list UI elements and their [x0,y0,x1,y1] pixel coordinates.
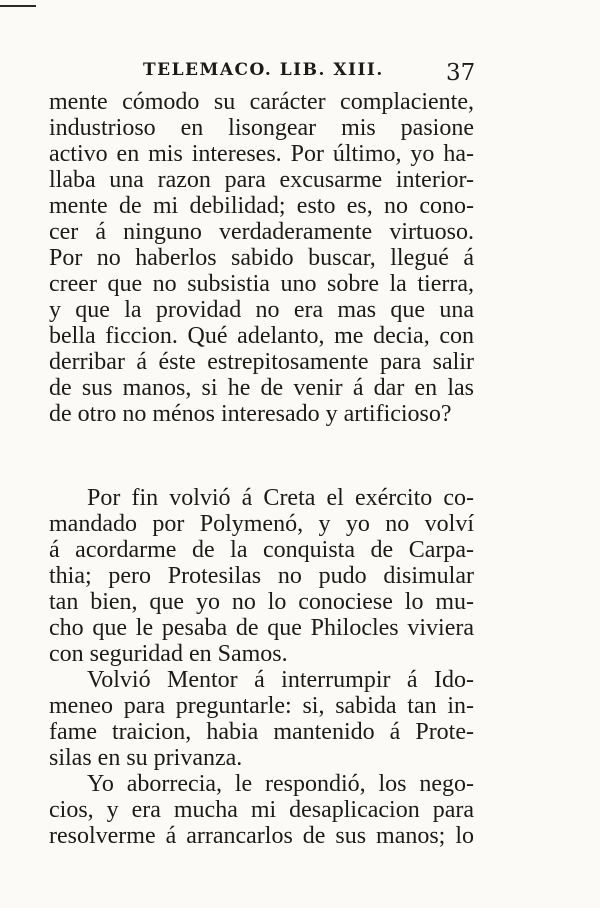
text-line: de otro no ménos interesado y artificioso? [49,401,452,427]
text-line: de sus manos, si he de venir á dar en las [49,375,474,401]
paragraph-2 [49,485,474,849]
paragraph-1 [49,89,474,427]
text-line: Por fin volvió á Creta el exército co- [87,485,474,511]
running-title: TELEMACO. LIB. XIII. [143,60,384,80]
text-line: cios, y era mucha mi desaplicacion para [49,797,474,823]
text-line: y que la providad no era mas que una [49,297,474,323]
text-line: mente de mi debilidad; esto es, no cono- [49,193,474,219]
text-line: á acordarme de la conquista de Carpa- [49,537,474,563]
corner-rule [0,5,36,7]
text-line: fame traicion, habia mantenido á Prote- [49,719,474,745]
text-line: tan bien, que yo no lo conociese lo mu- [49,589,474,615]
text-line: silas en su privanza. [49,745,243,771]
text-line: cho que le pesaba de que Philocles viviera [49,615,474,641]
text-line: llaba una razon para excusarme interior- [49,167,474,193]
text-line: resolverme á arrancarlos de sus manos; lo [49,823,474,849]
text-line: Por no haberlos sabido buscar, llegué á [49,245,474,271]
text-line: mandado por Polymenó, y yo no volví [49,511,474,537]
text-line: cer á ninguno verdaderamente virtuoso. [49,219,474,245]
text-line: con seguridad en Samos. [49,641,288,667]
text-line: bella ficcion. Qué adelanto, me decia, con [49,323,474,349]
text-line: thia; pero Protesilas no pudo disimular [49,563,474,589]
page-number: 37 [446,60,476,86]
text-line: creer que no subsistia uno sobre la tierra, [49,271,474,297]
text-line: activo en mis intereses. Por último, yo ha- [49,141,474,167]
text-line: Volvió Mentor á interrumpir á Ido- [87,667,474,693]
running-header [0,60,600,88]
text-line: mente cómodo su carácter complaciente, [49,89,474,115]
text-line: meneo para preguntarle: si, sabida tan in- [49,693,474,719]
text-line: Yo aborrecia, le respondió, los nego- [87,771,474,797]
text-line: derribar á éste estrepitosamente para salir [49,349,474,375]
text-line: industrioso en lisongear mis pasione [49,115,474,141]
